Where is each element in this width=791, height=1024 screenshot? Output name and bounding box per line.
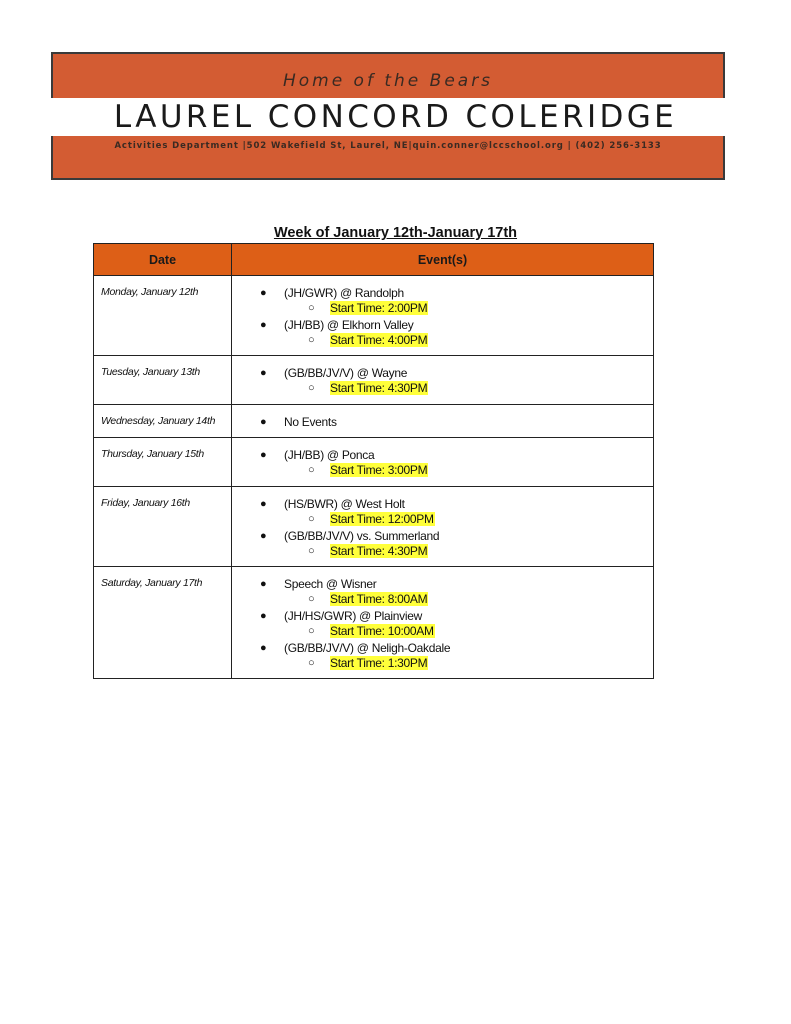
event-name: (HS/BWR) @ West Holt [284,496,405,511]
start-time-text: Start Time: 3:00PM [330,463,428,478]
event-start-time [232,381,653,397]
date-cell: Monday, January 12th [94,276,232,356]
date-cell: Friday, January 16th [94,486,232,566]
event-item [232,414,653,430]
event-start-time [232,333,653,349]
events-cell [232,486,654,566]
sub-bullet-icon: ○ [308,593,315,606]
bullet-icon: ● [260,641,267,654]
table-row [94,356,654,405]
date-cell: Wednesday, January 14th [94,405,232,438]
event-name: Speech @ Wisner [284,577,377,592]
start-time-text: Start Time: 2:00PM [330,301,428,315]
schedule-body [94,276,654,679]
bullet-icon: ● [260,318,267,331]
banner-contact-info: Activities Department |502 Wakefield St, Laurel, NE|quin.conner@lccschool.org | (402) 256-3133 [114,141,662,151]
sub-bullet-icon: ○ [308,333,315,346]
sub-bullet-icon: ○ [308,656,315,669]
events-cell [232,438,654,487]
event-name: (GB/BB/JV/V) @ Neligh-Oakdale [284,640,451,655]
bullet-icon: ● [260,449,267,462]
school-name-title: LAUREL CONCORD COLERIDGE [0,98,791,136]
event-start-time [232,512,653,528]
event-item [232,528,653,544]
event-item [232,608,653,624]
event-start-time [232,544,653,560]
event-name: (JH/HS/GWR) @ Plainview [284,608,422,623]
event-name: (JH/BB) @ Ponca [284,448,375,463]
date-column-header: Date [94,244,232,276]
event-start-time [232,624,653,640]
week-heading: Week of January 12th-January 17th [273,225,518,241]
bullet-icon: ● [260,287,267,299]
event-start-time [232,656,653,672]
table-header-row [94,244,654,276]
event-name: No Events [284,415,337,430]
bullet-icon: ● [260,578,267,591]
events-cell [232,567,654,679]
bullet-icon: ● [260,529,267,542]
event-item [232,285,653,301]
sub-bullet-icon: ○ [308,464,315,477]
events-column-header: Event(s) [232,244,654,276]
sub-bullet-icon: ○ [308,624,315,637]
event-item [232,317,653,333]
events-cell [232,405,654,438]
table-row [94,276,654,356]
event-item [232,496,653,512]
table-row [94,405,654,438]
event-item [232,640,653,656]
start-time-text: Start Time: 12:00PM [330,511,434,526]
event-item [232,365,653,381]
event-item [232,576,653,592]
event-start-time [232,463,653,479]
sub-bullet-icon: ○ [308,512,315,525]
banner-tagline: Home of the Bears [282,71,494,91]
start-time-text: Start Time: 4:30PM [330,543,428,558]
schedule-table [93,243,654,679]
events-cell [232,276,654,356]
event-name: (JH/BB) @ Elkhorn Valley [284,317,414,332]
bullet-icon: ● [260,367,267,380]
event-name: (JH/GWR) @ Randolph [284,286,404,300]
event-name: (GB/BB/JV/V) vs. Summerland [284,528,440,543]
bullet-icon: ● [260,497,267,510]
event-item [232,447,653,463]
start-time-text: Start Time: 1:30PM [330,655,428,670]
event-name: (GB/BB/JV/V) @ Wayne [284,366,408,381]
table-row [94,438,654,487]
table-row [94,486,654,566]
events-cell [232,356,654,405]
bullet-icon: ● [260,416,267,429]
date-cell: Tuesday, January 13th [94,356,232,405]
date-cell: Thursday, January 15th [94,438,232,487]
start-time-text: Start Time: 4:00PM [330,332,428,347]
sub-bullet-icon: ○ [308,302,315,314]
event-start-time [232,592,653,608]
start-time-text: Start Time: 4:30PM [330,381,428,396]
start-time-text: Start Time: 8:00AM [330,592,428,607]
bullet-icon: ● [260,609,267,622]
date-cell: Saturday, January 17th [94,567,232,679]
start-time-text: Start Time: 10:00AM [330,623,434,638]
sub-bullet-icon: ○ [308,382,315,395]
table-row [94,567,654,679]
event-start-time [232,301,653,317]
sub-bullet-icon: ○ [308,544,315,557]
